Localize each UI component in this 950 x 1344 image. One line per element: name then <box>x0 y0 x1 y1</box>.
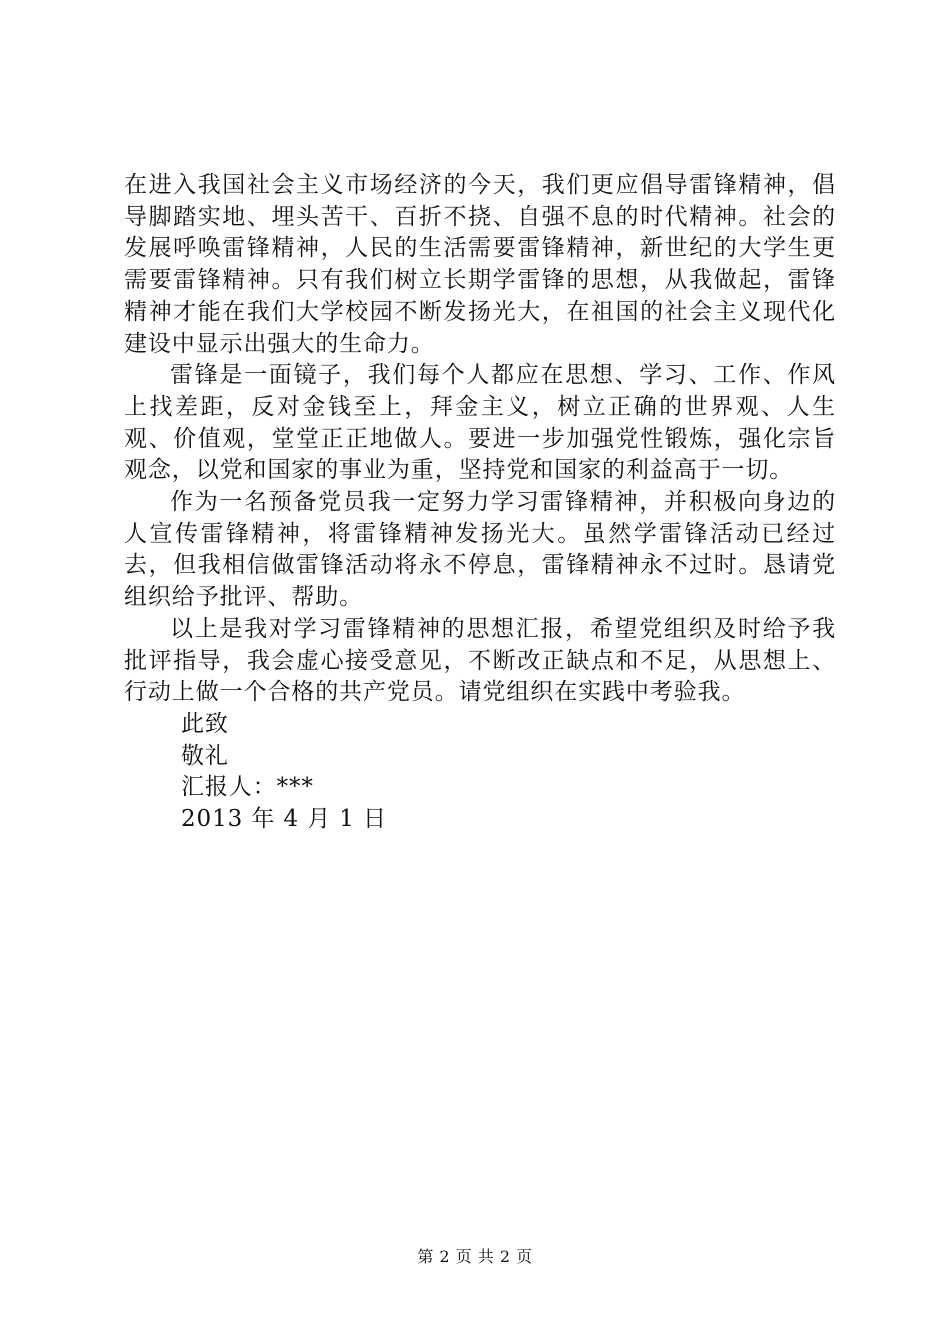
page-footer: 第 2 页 共 2 页 <box>417 1247 533 1266</box>
paragraph-2: 雷锋是一面镜子，我们每个人都应在思想、学习、工作、作风上找差距，反对金钱至上，拜金主义，树立正确的世界观、人生观、价值观，堂堂正正地做人。要进一步加强党性锻炼，强化宗旨观念，以党和国家的事业为重，坚持党和国家的利益高于一切。 <box>124 362 836 484</box>
paragraph-3: 作为一名预备党员我一定努力学习雷锋精神，并积极向身边的人宣传雷锋精神，将雷锋精神发扬光大。虽然学雷锋活动已经过去，但我相信做雷锋活动将永不停息，雷锋精神永不过时。恳请党组织给予批评、帮助。 <box>124 489 836 611</box>
date-line: 2013 年 4 月 1 日 <box>181 806 387 833</box>
paragraph-1: 在进入我国社会主义市场经济的今天，我们更应倡导雷锋精神，倡导脚踏实地、埋头苦干、百折不挠、自强不息的时代精神。社会的发展呼唤雷锋精神，人民的生活需要雷锋精神，新世纪的大学生更需要雷锋精神。只有我们树立长期学雷锋的思想，从我做起，雷锋精神才能在我们大学校园不断发扬光大，在祖国的社会主义现代化建设中显示出强大的生命力。 <box>124 172 836 357</box>
salute-line: 敬礼 <box>181 742 229 769</box>
closing-line: 此致 <box>181 710 229 737</box>
letter-body <box>124 170 836 836</box>
paragraph-4: 以上是我对学习雷锋精神的思想汇报，希望党组织及时给予我批评指导，我会虚心接受意见，不断改正缺点和不足，从思想上、行动上做一个合格的共产党员。请党组织在实践中考验我。 <box>124 615 836 706</box>
reporter-line: 汇报人：*** <box>181 774 314 801</box>
